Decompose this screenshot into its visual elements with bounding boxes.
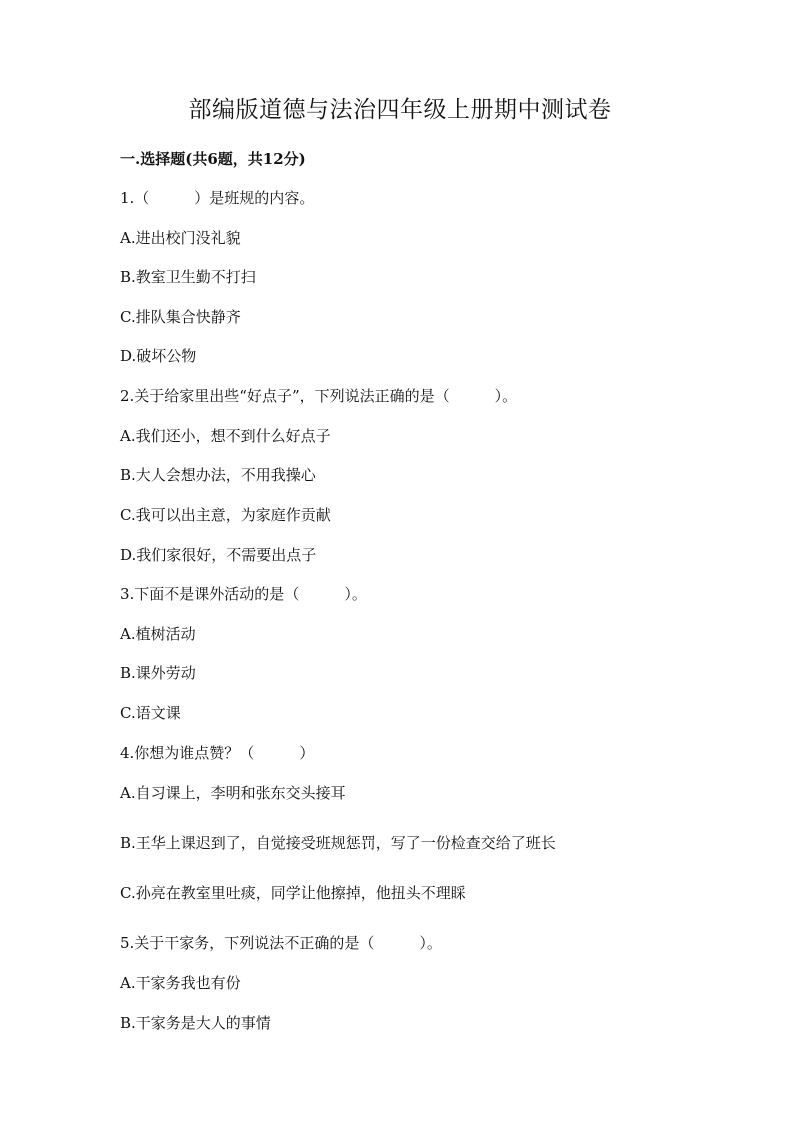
question-5-option-a: A.干家务我也有份 — [120, 974, 241, 992]
question-3-option-b: B.课外劳动 — [120, 664, 196, 682]
question-1-option-c: C.排队集合快静齐 — [120, 308, 241, 326]
exam-title: 部编版道德与法治四年级上册期中测试卷 — [188, 97, 612, 123]
question-1-option-a: A.进出校门没礼貌 — [120, 229, 241, 247]
question-2-option-a: A.我们还小，想不到什么好点子 — [120, 427, 331, 445]
question-1-option-b: B.教室卫生勤不打扫 — [120, 268, 256, 286]
question-2-option-b: B.大人会想办法，不用我操心 — [120, 466, 316, 484]
question-1-option-d: D.破坏公物 — [120, 347, 197, 365]
question-4-option-b: B.王华上课迟到了，自觉接受班规惩罚，写了一份检查交给了班长 — [120, 834, 556, 852]
question-5-stem: 5.关于干家务，下列说法不正确的是（ ）。 — [120, 934, 442, 952]
question-3-stem: 3.下面不是课外活动的是（ ）。 — [120, 585, 367, 603]
question-2-stem: 2.关于给家里出些“好点子”，下列说法正确的是（ ）。 — [120, 387, 518, 405]
question-5-option-b: B.干家务是大人的事情 — [120, 1014, 271, 1032]
question-2-option-c: C.我可以出主意，为家庭作贡献 — [120, 506, 331, 524]
question-2-option-d: D.我们家很好，不需要出点子 — [120, 546, 317, 564]
section-heading: 一.选择题(共6题，共12分) — [120, 150, 306, 168]
question-4-option-a: A.自习课上，李明和张东交头接耳 — [120, 784, 346, 802]
question-3-option-c: C.语文课 — [120, 704, 181, 722]
question-3-option-a: A.植树活动 — [120, 625, 196, 643]
question-4-stem: 4.你想为谁点赞？（ ） — [120, 744, 315, 762]
question-1-stem: 1.（ ）是班规的内容。 — [120, 189, 315, 207]
question-4-option-c: C.孙亮在教室里吐痰，同学让他擦掉，他扭头不理睬 — [120, 884, 466, 902]
